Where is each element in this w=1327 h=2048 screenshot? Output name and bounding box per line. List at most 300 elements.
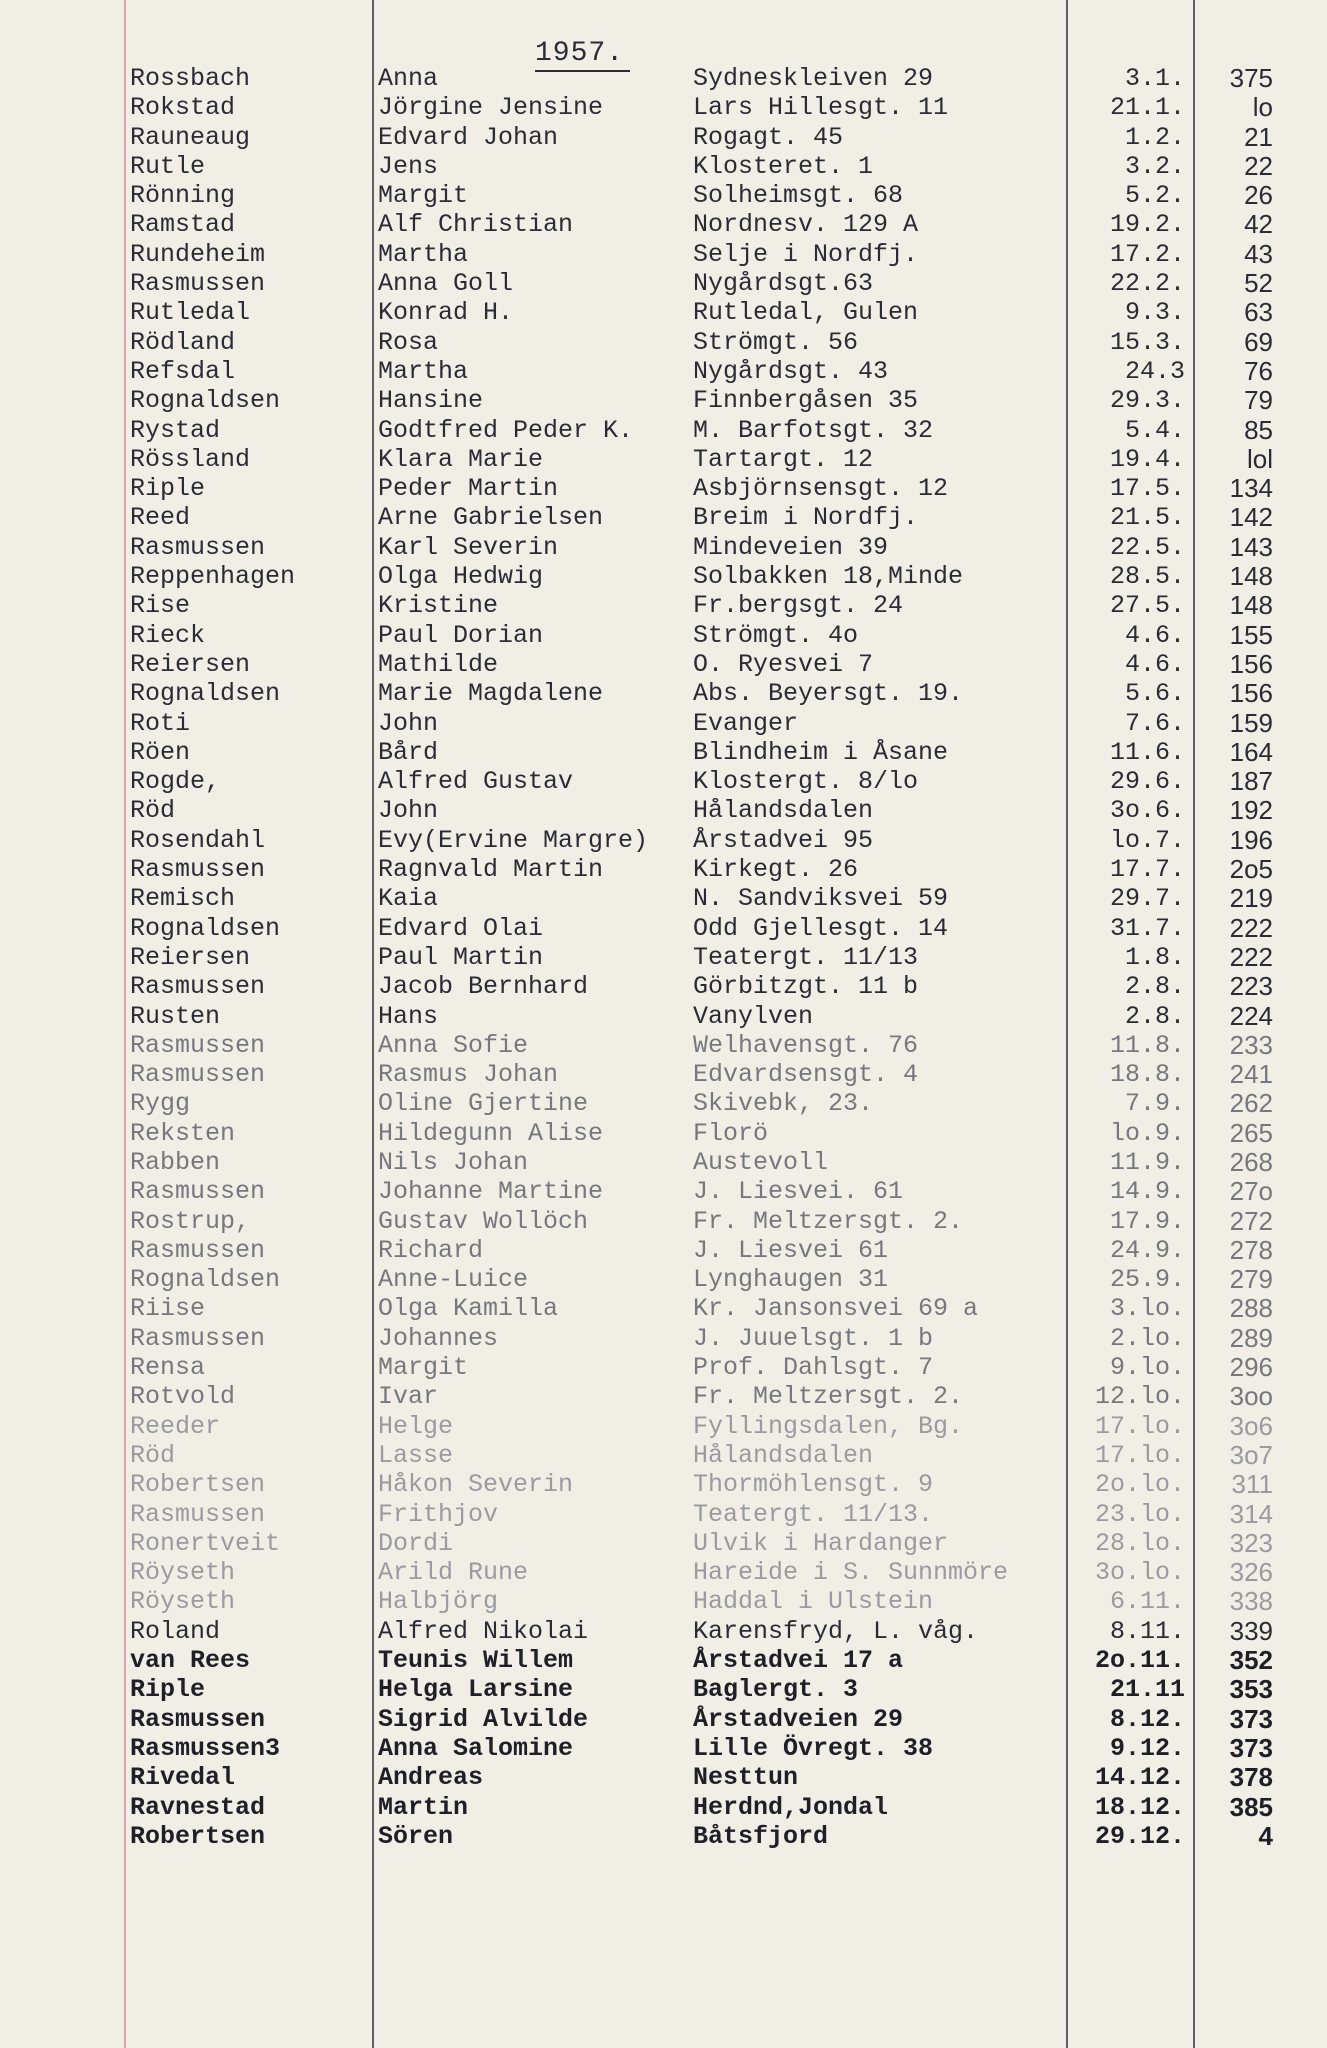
- register-row: [0, 1646, 1327, 1675]
- given-name-cell: Kaia: [378, 884, 439, 914]
- register-row: [0, 1558, 1327, 1587]
- address-cell: Mindeveien 39: [693, 532, 889, 562]
- register-row: [0, 1587, 1327, 1616]
- surname-cell: Rasmussen: [130, 972, 266, 1002]
- register-row: [0, 884, 1327, 913]
- entry-number-cell: 148: [1229, 590, 1273, 621]
- entry-number-cell: 222: [1229, 941, 1273, 972]
- entry-number-cell: 156: [1229, 648, 1273, 679]
- address-cell: Rutledal, Gulen: [693, 298, 919, 328]
- surname-cell: Röyseth: [130, 1558, 236, 1588]
- register-row: [0, 1822, 1327, 1851]
- entry-number-cell: 278: [1229, 1234, 1273, 1265]
- register-row: [0, 181, 1327, 210]
- given-name-cell: Johanne Martine: [378, 1177, 604, 1207]
- given-name-cell: Mathilde: [378, 649, 499, 679]
- date-cell: 29.6.: [1109, 767, 1185, 797]
- surname-cell: Rognaldsen: [130, 913, 281, 943]
- given-name-cell: Frithjov: [378, 1499, 499, 1529]
- register-row: [0, 1353, 1327, 1382]
- given-name-cell: Teunis Willem: [378, 1646, 574, 1676]
- given-name-cell: Jörgine Jensine: [378, 93, 604, 123]
- surname-cell: Röd: [130, 796, 176, 826]
- given-name-cell: Helga Larsine: [378, 1675, 574, 1705]
- register-row: [0, 1470, 1327, 1499]
- date-cell: 9.lo.: [1109, 1353, 1185, 1383]
- surname-cell: Rivedal: [130, 1763, 236, 1793]
- register-row: [0, 386, 1327, 415]
- surname-cell: Rasmussen: [130, 1235, 266, 1265]
- date-cell: lo.9.: [1109, 1118, 1185, 1148]
- entry-number-cell: 265: [1229, 1117, 1273, 1148]
- address-cell: Prof. Dahlsgt. 7: [693, 1353, 934, 1383]
- register-row: [0, 796, 1327, 825]
- entry-number-cell: 85: [1244, 414, 1273, 445]
- surname-cell: Reksten: [130, 1118, 236, 1148]
- address-cell: Nygårdsgt. 43: [693, 356, 889, 386]
- surname-cell: Röen: [130, 737, 191, 767]
- surname-cell: Rutledal: [130, 298, 251, 328]
- date-cell: 24.9.: [1109, 1235, 1185, 1265]
- register-row: [0, 1412, 1327, 1441]
- date-cell: 5.2.: [1124, 181, 1185, 211]
- address-cell: Baglergt. 3: [693, 1675, 859, 1705]
- address-cell: Strömgt. 4o: [693, 620, 859, 650]
- given-name-cell: Håkon Severin: [378, 1470, 574, 1500]
- address-cell: Finnbergåsen 35: [693, 386, 919, 416]
- date-cell: 8.11.: [1109, 1616, 1185, 1646]
- date-cell: 9.12.: [1109, 1733, 1185, 1763]
- surname-cell: Rauneaug: [130, 122, 251, 152]
- entry-number-cell: 223: [1229, 971, 1273, 1002]
- entry-number-cell: 155: [1229, 619, 1273, 650]
- address-cell: Lars Hillesgt. 11: [693, 93, 949, 123]
- entry-number-cell: 26: [1244, 180, 1273, 211]
- register-row: [0, 1265, 1327, 1294]
- given-name-cell: Anna Goll: [378, 269, 514, 299]
- given-name-cell: Gustav Wollöch: [378, 1206, 589, 1236]
- register-row: [0, 1382, 1327, 1411]
- register-row: [0, 1207, 1327, 1236]
- entry-number-cell: 353: [1229, 1674, 1273, 1705]
- given-name-cell: Anna: [378, 64, 439, 93]
- date-cell: 12.lo.: [1094, 1382, 1185, 1412]
- given-name-cell: Jacob Bernhard: [378, 972, 589, 1002]
- given-name-cell: Konrad H.: [378, 298, 514, 328]
- address-cell: Ulvik i Hardanger: [693, 1528, 949, 1558]
- register-row: [0, 591, 1327, 620]
- address-cell: Hareide i S. Sunnmöre: [693, 1558, 1009, 1588]
- entry-number-cell: 164: [1229, 736, 1273, 767]
- address-cell: Skivebk, 23.: [693, 1089, 874, 1119]
- entry-number-cell: 373: [1229, 1732, 1273, 1763]
- date-cell: 2o.lo.: [1094, 1470, 1185, 1500]
- date-cell: 29.12.: [1094, 1821, 1185, 1851]
- date-cell: 25.9.: [1109, 1265, 1185, 1295]
- date-cell: 21.1.: [1109, 93, 1185, 123]
- entry-number-cell: 156: [1229, 678, 1273, 709]
- given-name-cell: Karl Severin: [378, 532, 559, 562]
- surname-cell: Reppenhagen: [130, 562, 296, 592]
- given-name-cell: Godtfred Peder K.: [378, 415, 634, 445]
- entry-number-cell: 148: [1229, 561, 1273, 592]
- entry-number-cell: 233: [1229, 1029, 1273, 1060]
- address-cell: Karensfryd, L. våg.: [693, 1616, 979, 1646]
- given-name-cell: Marie Magdalene: [378, 679, 604, 709]
- register-row: [0, 1734, 1327, 1763]
- given-name-cell: Evy(Ervine Margre): [378, 825, 649, 855]
- register-row: [0, 1148, 1327, 1177]
- register-row: [0, 679, 1327, 708]
- given-name-cell: Peder Martin: [378, 474, 559, 504]
- surname-cell: Rutle: [130, 151, 206, 181]
- address-cell: Kirkegt. 26: [693, 855, 859, 885]
- surname-cell: Rognaldsen: [130, 679, 281, 709]
- given-name-cell: Paul Dorian: [378, 620, 544, 650]
- surname-cell: Rise: [130, 591, 191, 621]
- date-cell: 4.6.: [1124, 649, 1185, 679]
- register-row: [0, 474, 1327, 503]
- given-name-cell: Paul Martin: [378, 942, 544, 972]
- surname-cell: Rensa: [130, 1353, 206, 1383]
- given-name-cell: Lasse: [378, 1440, 454, 1470]
- surname-cell: van Rees: [130, 1646, 251, 1676]
- register-row: [0, 1002, 1327, 1031]
- date-cell: 2.8.: [1124, 1001, 1185, 1031]
- entry-number-cell: 187: [1229, 766, 1273, 797]
- date-cell: 17.9.: [1109, 1206, 1185, 1236]
- date-cell: 29.3.: [1109, 386, 1185, 416]
- surname-cell: Rönning: [130, 181, 236, 211]
- register-row: [0, 621, 1327, 650]
- address-cell: J. Juuelsgt. 1 b: [693, 1323, 934, 1353]
- entry-number-cell: 296: [1229, 1352, 1273, 1383]
- surname-cell: Rasmussen3: [130, 1733, 281, 1763]
- surname-cell: Reiersen: [130, 649, 251, 679]
- given-name-cell: Andreas: [378, 1763, 484, 1793]
- surname-cell: Rasmussen: [130, 269, 266, 299]
- address-cell: Årstadvei 17 a: [693, 1646, 904, 1676]
- given-name-cell: Sören: [378, 1821, 454, 1851]
- date-cell: lo.7.: [1109, 825, 1185, 855]
- address-cell: Abs. Beyersgt. 19.: [693, 679, 964, 709]
- surname-cell: Rossbach: [130, 64, 251, 93]
- date-cell: 21.5.: [1109, 503, 1185, 533]
- surname-cell: Rasmussen: [130, 1704, 266, 1734]
- register-row: [0, 972, 1327, 1001]
- entry-number-cell: 352: [1229, 1645, 1273, 1676]
- date-cell: 21.11: [1109, 1675, 1185, 1705]
- address-cell: O. Ryesvei 7: [693, 649, 874, 679]
- address-cell: Fr. Meltzersgt. 2.: [693, 1206, 964, 1236]
- register-row: [0, 1294, 1327, 1323]
- entry-number-cell: 196: [1229, 824, 1273, 855]
- entry-number-cell: 272: [1229, 1205, 1273, 1236]
- date-cell: 14.12.: [1094, 1763, 1185, 1793]
- date-cell: 7.9.: [1124, 1089, 1185, 1119]
- entry-number-cell: 373: [1229, 1703, 1273, 1734]
- given-name-cell: Alfred Gustav: [378, 767, 574, 797]
- surname-cell: Rosendahl: [130, 825, 266, 855]
- register-row: [0, 562, 1327, 591]
- address-cell: Fr.bergsgt. 24: [693, 591, 904, 621]
- surname-cell: Rödland: [130, 327, 236, 357]
- register-row: [0, 93, 1327, 122]
- surname-cell: Ramstad: [130, 210, 236, 240]
- address-cell: Austevoll: [693, 1147, 829, 1177]
- given-name-cell: Alf Christian: [378, 210, 574, 240]
- entry-number-cell: lol: [1246, 443, 1273, 474]
- given-name-cell: Johannes: [378, 1323, 499, 1353]
- address-cell: Rogagt. 45: [693, 122, 844, 152]
- given-name-cell: Kristine: [378, 591, 499, 621]
- register-row: [0, 1089, 1327, 1118]
- date-cell: 17.5.: [1109, 474, 1185, 504]
- entry-number-cell: 143: [1229, 531, 1273, 562]
- register-row: [0, 1441, 1327, 1470]
- entry-number-cell: 69: [1244, 326, 1273, 357]
- register-row: [0, 943, 1327, 972]
- address-cell: Strömgt. 56: [693, 327, 859, 357]
- given-name-cell: Dordi: [378, 1528, 454, 1558]
- register-row: [0, 357, 1327, 386]
- date-cell: 11.9.: [1109, 1147, 1185, 1177]
- date-cell: 2.lo.: [1109, 1323, 1185, 1353]
- given-name-cell: Richard: [378, 1235, 484, 1265]
- given-name-cell: John: [378, 796, 439, 826]
- given-name-cell: Oline Gjertine: [378, 1089, 589, 1119]
- entry-number-cell: 4: [1258, 1820, 1273, 1851]
- given-name-cell: Helge: [378, 1411, 454, 1441]
- surname-cell: Reeder: [130, 1411, 221, 1441]
- date-cell: 29.7.: [1109, 884, 1185, 914]
- given-name-cell: Rasmus Johan: [378, 1060, 559, 1090]
- address-cell: J. Liesvei. 61: [693, 1177, 904, 1207]
- register-row: [0, 1529, 1327, 1558]
- surname-cell: Rasmussen: [130, 1499, 266, 1529]
- surname-cell: Riple: [130, 1675, 206, 1705]
- entry-number-cell: 3o7: [1229, 1439, 1273, 1470]
- date-cell: 17.2.: [1109, 239, 1185, 269]
- entry-number-cell: 22: [1244, 150, 1273, 181]
- given-name-cell: Rosa: [378, 327, 439, 357]
- surname-cell: Rössland: [130, 444, 251, 474]
- date-cell: 17.7.: [1109, 855, 1185, 885]
- surname-cell: Rystad: [130, 415, 221, 445]
- date-cell: 18.12.: [1094, 1792, 1185, 1822]
- entry-number-cell: 76: [1244, 355, 1273, 386]
- address-cell: Nordnesv. 129 A: [693, 210, 919, 240]
- surname-cell: Rundeheim: [130, 239, 266, 269]
- surname-cell: Rasmussen: [130, 1323, 266, 1353]
- address-cell: Breim i Nordfj.: [693, 503, 919, 533]
- given-name-cell: Edvard Johan: [378, 122, 559, 152]
- entry-number-cell: 268: [1229, 1146, 1273, 1177]
- register-row: [0, 738, 1327, 767]
- date-cell: 19.2.: [1109, 210, 1185, 240]
- given-name-cell: Klara Marie: [378, 444, 544, 474]
- date-cell: 1.8.: [1124, 942, 1185, 972]
- page-year-heading: 1957.: [535, 38, 630, 72]
- date-cell: 11.8.: [1109, 1030, 1185, 1060]
- address-cell: Hålandsdalen: [693, 1440, 874, 1470]
- date-cell: 3o.6.: [1109, 796, 1185, 826]
- address-cell: Lille Övregt. 38: [693, 1733, 934, 1763]
- entry-number-cell: 3o6: [1229, 1410, 1273, 1441]
- surname-cell: Rasmussen: [130, 532, 266, 562]
- entry-number-cell: 378: [1229, 1762, 1273, 1793]
- surname-cell: Rusten: [130, 1001, 221, 1031]
- given-name-cell: Ivar: [378, 1382, 439, 1412]
- surname-cell: Rieck: [130, 620, 206, 650]
- entry-number-cell: 222: [1229, 912, 1273, 943]
- address-cell: Nesttun: [693, 1763, 799, 1793]
- address-cell: Asbjörnsensgt. 12: [693, 474, 949, 504]
- given-name-cell: Anna Salomine: [378, 1733, 574, 1763]
- given-name-cell: Olga Hedwig: [378, 562, 544, 592]
- register-row: [0, 1177, 1327, 1206]
- address-cell: Klostergt. 8/lo: [693, 767, 919, 797]
- surname-cell: Robertsen: [130, 1821, 266, 1851]
- entry-number-cell: 224: [1229, 1000, 1273, 1031]
- entry-number-cell: 142: [1229, 502, 1273, 533]
- entry-number-cell: 279: [1229, 1264, 1273, 1295]
- register-row: [0, 533, 1327, 562]
- address-cell: Vanylven: [693, 1001, 814, 1031]
- entry-number-cell: 192: [1229, 795, 1273, 826]
- entry-number-cell: 326: [1229, 1557, 1273, 1588]
- register-row: [0, 767, 1327, 796]
- date-cell: 2o.11.: [1094, 1646, 1185, 1676]
- given-name-cell: Bård: [378, 737, 439, 767]
- date-cell: 1.2.: [1124, 122, 1185, 152]
- address-cell: Teatergt. 11/13: [693, 942, 919, 972]
- address-cell: Tartargt. 12: [693, 444, 874, 474]
- date-cell: 28.lo.: [1094, 1528, 1185, 1558]
- address-cell: Båtsfjord: [693, 1821, 829, 1851]
- register-row: [0, 1793, 1327, 1822]
- address-cell: Blindheim i Åsane: [693, 737, 949, 767]
- surname-cell: Röyseth: [130, 1587, 236, 1617]
- given-name-cell: John: [378, 708, 439, 738]
- surname-cell: Rasmussen: [130, 1177, 266, 1207]
- date-cell: 23.lo.: [1094, 1499, 1185, 1529]
- entry-number-cell: 288: [1229, 1293, 1273, 1324]
- address-cell: Edvardsensgt. 4: [693, 1060, 919, 1090]
- entry-number-cell: 338: [1229, 1586, 1273, 1617]
- address-cell: Selje i Nordfj.: [693, 239, 919, 269]
- entry-number-cell: 27o: [1229, 1176, 1273, 1207]
- surname-cell: Rognaldsen: [130, 1265, 281, 1295]
- register-row: [0, 269, 1327, 298]
- address-cell: Klosteret. 1: [693, 151, 874, 181]
- entry-number-cell: 262: [1229, 1088, 1273, 1119]
- given-name-cell: Martin: [378, 1792, 469, 1822]
- address-cell: Evanger: [693, 708, 799, 738]
- entry-number-cell: 323: [1229, 1527, 1273, 1558]
- entry-number-cell: 3oo: [1229, 1381, 1273, 1412]
- address-cell: Fr. Meltzersgt. 2.: [693, 1382, 964, 1412]
- register-row: [0, 445, 1327, 474]
- date-cell: 9.3.: [1124, 298, 1185, 328]
- register-row: [0, 1324, 1327, 1353]
- surname-cell: Reiersen: [130, 942, 251, 972]
- address-cell: Årstadvei 95: [693, 825, 874, 855]
- register-row: [0, 1119, 1327, 1148]
- date-cell: 3.2.: [1124, 151, 1185, 181]
- date-cell: 11.6.: [1109, 737, 1185, 767]
- entry-number-cell: 2o5: [1229, 854, 1273, 885]
- entry-number-cell: 79: [1244, 385, 1273, 416]
- surname-cell: Rygg: [130, 1089, 191, 1119]
- date-cell: 3o.lo.: [1094, 1558, 1185, 1588]
- address-cell: Teatergt. 11/13.: [693, 1499, 934, 1529]
- date-cell: 24.3: [1124, 356, 1185, 386]
- date-cell: 3.1.: [1124, 64, 1185, 93]
- register-row: [0, 1060, 1327, 1089]
- date-cell: 2.8.: [1124, 972, 1185, 1002]
- entry-number-cell: lo: [1252, 92, 1273, 123]
- entry-number-cell: 241: [1229, 1059, 1273, 1090]
- surname-cell: Rasmussen: [130, 855, 266, 885]
- given-name-cell: Edvard Olai: [378, 913, 544, 943]
- address-cell: Herdnd,Jondal: [693, 1792, 889, 1822]
- address-cell: Fyllingsdalen, Bg.: [693, 1411, 964, 1441]
- register-row: [0, 64, 1327, 93]
- address-cell: Solheimsgt. 68: [693, 181, 904, 211]
- register-row: [0, 328, 1327, 357]
- register-row: [0, 855, 1327, 884]
- surname-cell: Robertsen: [130, 1470, 266, 1500]
- date-cell: 18.8.: [1109, 1060, 1185, 1090]
- register-row: [0, 210, 1327, 239]
- given-name-cell: Ragnvald Martin: [378, 855, 604, 885]
- address-cell: Sydneskleiven 29: [693, 64, 934, 93]
- surname-cell: Rabben: [130, 1147, 221, 1177]
- surname-cell: Rasmussen: [130, 1030, 266, 1060]
- given-name-cell: Margit: [378, 181, 469, 211]
- date-cell: 5.4.: [1124, 415, 1185, 445]
- surname-cell: Ronertveit: [130, 1528, 281, 1558]
- surname-cell: Rogde,: [130, 767, 221, 797]
- surname-cell: Rostrup,: [130, 1206, 251, 1236]
- address-cell: N. Sandviksvei 59: [693, 884, 949, 914]
- date-cell: 4.6.: [1124, 620, 1185, 650]
- register-row: [0, 1705, 1327, 1734]
- register-row: [0, 298, 1327, 327]
- given-name-cell: Martha: [378, 356, 469, 386]
- address-cell: Thormöhlensgt. 9: [693, 1470, 934, 1500]
- address-cell: Lynghaugen 31: [693, 1265, 889, 1295]
- address-cell: Hålandsdalen: [693, 796, 874, 826]
- surname-cell: Rasmussen: [130, 1060, 266, 1090]
- surname-cell: Reed: [130, 503, 191, 533]
- register-row: [0, 914, 1327, 943]
- address-cell: Welhavensgt. 76: [693, 1030, 919, 1060]
- date-cell: 31.7.: [1109, 913, 1185, 943]
- surname-cell: Rognaldsen: [130, 386, 281, 416]
- address-cell: Nygårdsgt.63: [693, 269, 874, 299]
- register-row: [0, 503, 1327, 532]
- address-cell: Odd Gjellesgt. 14: [693, 913, 949, 943]
- surname-cell: Refsdal: [130, 356, 236, 386]
- date-cell: 17.lo.: [1094, 1411, 1185, 1441]
- entry-number-cell: 289: [1229, 1322, 1273, 1353]
- date-cell: 19.4.: [1109, 444, 1185, 474]
- register-row: [0, 709, 1327, 738]
- date-cell: 5.6.: [1124, 679, 1185, 709]
- register-row: [0, 123, 1327, 152]
